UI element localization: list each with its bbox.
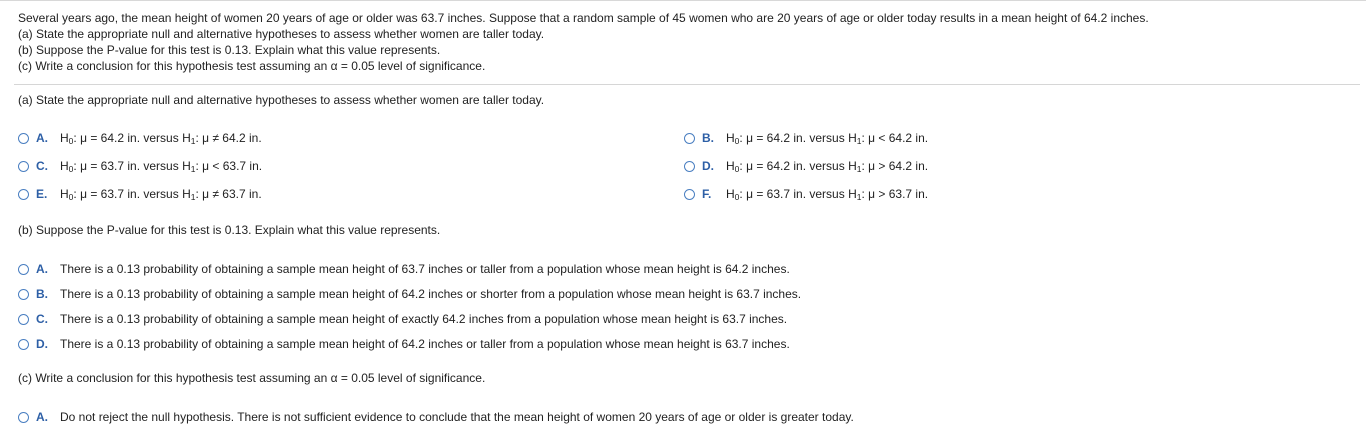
intro-line: Several years ago, the mean height of women 20 years of age or older was 63.7 inches. Suppose that a random sample of 45 women who are 20 years of age or older today results in a mean height of 64.2 inches. xyxy=(18,11,1149,25)
option-letter: C. xyxy=(36,312,48,326)
h-symbol: H xyxy=(848,131,857,145)
alternative-hypothesis: μ < 64.2 in. xyxy=(868,131,929,145)
h-symbol: H xyxy=(182,159,191,173)
radio-button[interactable] xyxy=(18,412,29,423)
radio-button[interactable] xyxy=(18,339,29,350)
part-c-option-a[interactable] xyxy=(18,409,854,425)
option-letter: F. xyxy=(702,187,712,201)
h1-subscript: 1 xyxy=(856,136,862,146)
part-a-option-c[interactable]: C. H 0 : μ = 63.7 in. versus H 1 : μ < 63.7 in. xyxy=(18,158,262,174)
radio-button[interactable] xyxy=(18,264,29,275)
h-symbol: H xyxy=(60,187,69,201)
null-hypothesis: μ = 63.7 in. xyxy=(746,187,807,201)
option-text: There is a 0.13 probability of obtaining a sample mean height of 64.2 inches or shorter from a population whose mean height is 63.7 inches. xyxy=(60,287,802,301)
null-hypothesis: μ = 63.7 in. xyxy=(80,187,141,201)
versus-label: versus xyxy=(809,131,845,145)
option-letter: A. xyxy=(36,131,48,145)
part-a-option-d[interactable]: D. H 0 : μ = 64.2 in. versus H 1 : μ > 64.2 in. xyxy=(684,158,928,174)
radio-button[interactable] xyxy=(18,133,29,144)
option-text: There is a 0.13 probability of obtaining a sample mean height of 63.7 inches or taller from a population whose mean height is 64.2 inches. xyxy=(60,262,790,276)
h-symbol: H xyxy=(726,131,735,145)
option-letter: E. xyxy=(36,187,48,201)
radio-button[interactable] xyxy=(684,161,695,172)
alternative-hypothesis: μ < 63.7 in. xyxy=(202,159,263,173)
part-a-option-e[interactable]: E. H 0 : μ = 63.7 in. versus H 1 : μ ≠ 63.7 in. xyxy=(18,186,262,202)
part-b-option-a[interactable] xyxy=(18,261,790,277)
h0-subscript: 0 xyxy=(68,164,74,174)
h1-subscript: 1 xyxy=(190,164,196,174)
problem-statement xyxy=(18,10,1149,74)
versus-label: versus xyxy=(809,187,845,201)
alternative-hypothesis: μ > 64.2 in. xyxy=(868,159,929,173)
radio-button[interactable] xyxy=(18,314,29,325)
radio-button[interactable] xyxy=(684,189,695,200)
option-text: There is a 0.13 probability of obtaining a sample mean height of 64.2 inches or taller from a population whose mean height is 63.7 inches. xyxy=(60,337,790,351)
top-border xyxy=(0,0,1366,1)
intro-line: (b) Suppose the P-value for this test is 0.13. Explain what this value represents. xyxy=(18,43,441,57)
intro-line: (a) State the appropriate null and alternative hypotheses to assess whether women are taller today. xyxy=(18,27,545,41)
null-hypothesis: μ = 64.2 in. xyxy=(80,131,141,145)
alternative-hypothesis: μ > 63.7 in. xyxy=(868,187,929,201)
h-symbol: H xyxy=(848,187,857,201)
h0-subscript: 0 xyxy=(734,164,740,174)
null-hypothesis: μ = 63.7 in. xyxy=(80,159,141,173)
option-letter: A. xyxy=(36,410,48,424)
radio-button[interactable] xyxy=(18,189,29,200)
h1-subscript: 1 xyxy=(190,136,196,146)
part-b-option-d[interactable] xyxy=(18,336,790,352)
intro-line: (c) Write a conclusion for this hypothesis test assuming an α = 0.05 level of significance. xyxy=(18,59,486,73)
option-letter: C. xyxy=(36,159,48,173)
radio-button[interactable] xyxy=(18,161,29,172)
h-symbol: H xyxy=(726,159,735,173)
part-b-option-c[interactable] xyxy=(18,311,787,327)
versus-label: versus xyxy=(809,159,845,173)
part-b-option-b[interactable] xyxy=(18,286,801,302)
h0-subscript: 0 xyxy=(68,136,74,146)
h0-subscript: 0 xyxy=(734,192,740,202)
h1-subscript: 1 xyxy=(856,192,862,202)
alternative-hypothesis: μ ≠ 64.2 in. xyxy=(202,131,262,145)
alternative-hypothesis: μ ≠ 63.7 in. xyxy=(202,187,262,201)
option-letter: B. xyxy=(36,287,48,301)
part-a-question: (a) State the appropriate null and alternative hypotheses to assess whether women are taller today. xyxy=(18,93,545,107)
null-hypothesis: μ = 64.2 in. xyxy=(746,131,807,145)
h1-subscript: 1 xyxy=(190,192,196,202)
h-symbol: H xyxy=(182,131,191,145)
h-symbol: H xyxy=(726,187,735,201)
h-symbol: H xyxy=(60,131,69,145)
null-hypothesis: μ = 64.2 in. xyxy=(746,159,807,173)
radio-button[interactable] xyxy=(18,289,29,300)
option-letter: B. xyxy=(702,131,714,145)
versus-label: versus xyxy=(143,159,179,173)
versus-label: versus xyxy=(143,131,179,145)
part-a-option-f[interactable]: F. H 0 : μ = 63.7 in. versus H 1 : μ > 63.7 in. xyxy=(684,186,928,202)
h1-subscript: 1 xyxy=(856,164,862,174)
option-letter: A. xyxy=(36,262,48,276)
h-symbol: H xyxy=(182,187,191,201)
part-a-option-b[interactable]: B. H 0 : μ = 64.2 in. versus H 1 : μ < 64.2 in. xyxy=(684,130,928,146)
part-b-question: (b) Suppose the P-value for this test is 0.13. Explain what this value represents. xyxy=(18,223,441,237)
versus-label: versus xyxy=(143,187,179,201)
option-letter: D. xyxy=(702,159,714,173)
radio-button[interactable] xyxy=(684,133,695,144)
part-c-question: (c) Write a conclusion for this hypothesis test assuming an α = 0.05 level of significance. xyxy=(18,371,486,385)
option-text: Do not reject the null hypothesis. There is not sufficient evidence to conclude that the mean height of women 20 years of age or older is greater today. xyxy=(60,410,854,424)
section-divider xyxy=(14,84,1360,85)
option-letter: D. xyxy=(36,337,48,351)
part-a-option-a[interactable]: A. H 0 : μ = 64.2 in. versus H 1 : μ ≠ 64.2 in. xyxy=(18,130,262,146)
option-text: There is a 0.13 probability of obtaining a sample mean height of exactly 64.2 inches from a population whose mean height is 63.7 inches. xyxy=(60,312,788,326)
h-symbol: H xyxy=(60,159,69,173)
h0-subscript: 0 xyxy=(734,136,740,146)
h0-subscript: 0 xyxy=(68,192,74,202)
h-symbol: H xyxy=(848,159,857,173)
